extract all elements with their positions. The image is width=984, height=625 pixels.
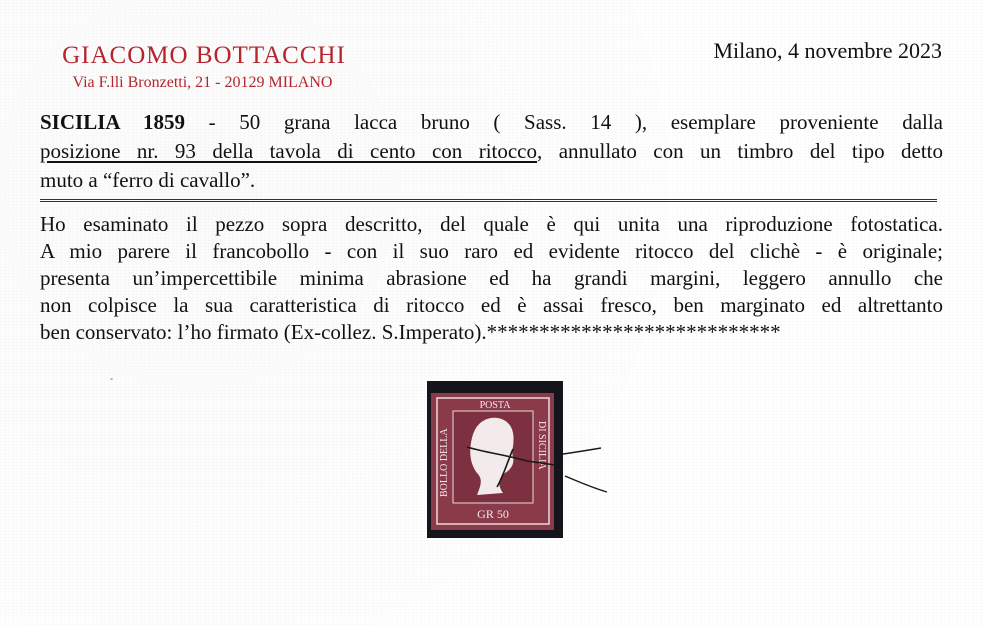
description-line-2 — [40, 139, 943, 164]
stamp-left-inscription: BOLLO DELLA — [439, 428, 450, 497]
opinion-line: non colpisce la sua caratteristica di ritocco ed è assai fresco, ben marginato ed altrettanto — [40, 293, 943, 317]
place-date: Milano, 4 novembre 2023 — [713, 38, 942, 63]
cancellation-overflow — [563, 438, 613, 498]
plate-position: posizione nr. 93 della tavola di cento con ritocco — [40, 139, 538, 163]
description-line-1 — [40, 110, 943, 135]
description-line-3: muto a “ferro di cavallo”. — [40, 168, 256, 192]
section-divider — [40, 199, 937, 202]
stamp-top-inscription: POSTA — [479, 400, 511, 411]
stamp-photograph — [427, 381, 563, 538]
description-line-1-rest: - 50 grana lacca bruno ( Sass. 14 ), esemplare proveniente dalla — [208, 110, 944, 134]
cancellation-stroke — [563, 448, 601, 454]
opinion-line: Ho esaminato il pezzo sopra descritto, del quale è qui unita una riproduzione fotostatica. — [40, 212, 943, 236]
opinion-line: A mio parere il francobollo - con il suo raro ed evidente ritocco del clichè - è originale; — [40, 239, 943, 263]
opinion-line: presenta un’impercettibile minima abrasione ed ha grandi margini, leggero annullo che — [40, 266, 943, 290]
expert-opinion — [40, 211, 943, 346]
cancellation-stroke — [565, 476, 607, 492]
expert-address: Via F.lli Bronzetti, 21 - 20129 MILANO — [72, 74, 333, 91]
opinion-line: ben conservato: l’ho firmato (Ex-collez. S.Imperato).**************************** — [40, 320, 781, 344]
stamp-value-inscription: GR 50 — [477, 507, 509, 521]
stamp-right-inscription: DI SICILIA — [536, 421, 547, 470]
description-line-2-rest: , annullato con un timbro del tipo detto — [537, 139, 944, 163]
country-year: SICILIA 1859 — [40, 110, 185, 134]
paper-speck — [110, 378, 113, 380]
expert-name: GIACOMO BOTTACCHI — [62, 42, 346, 69]
